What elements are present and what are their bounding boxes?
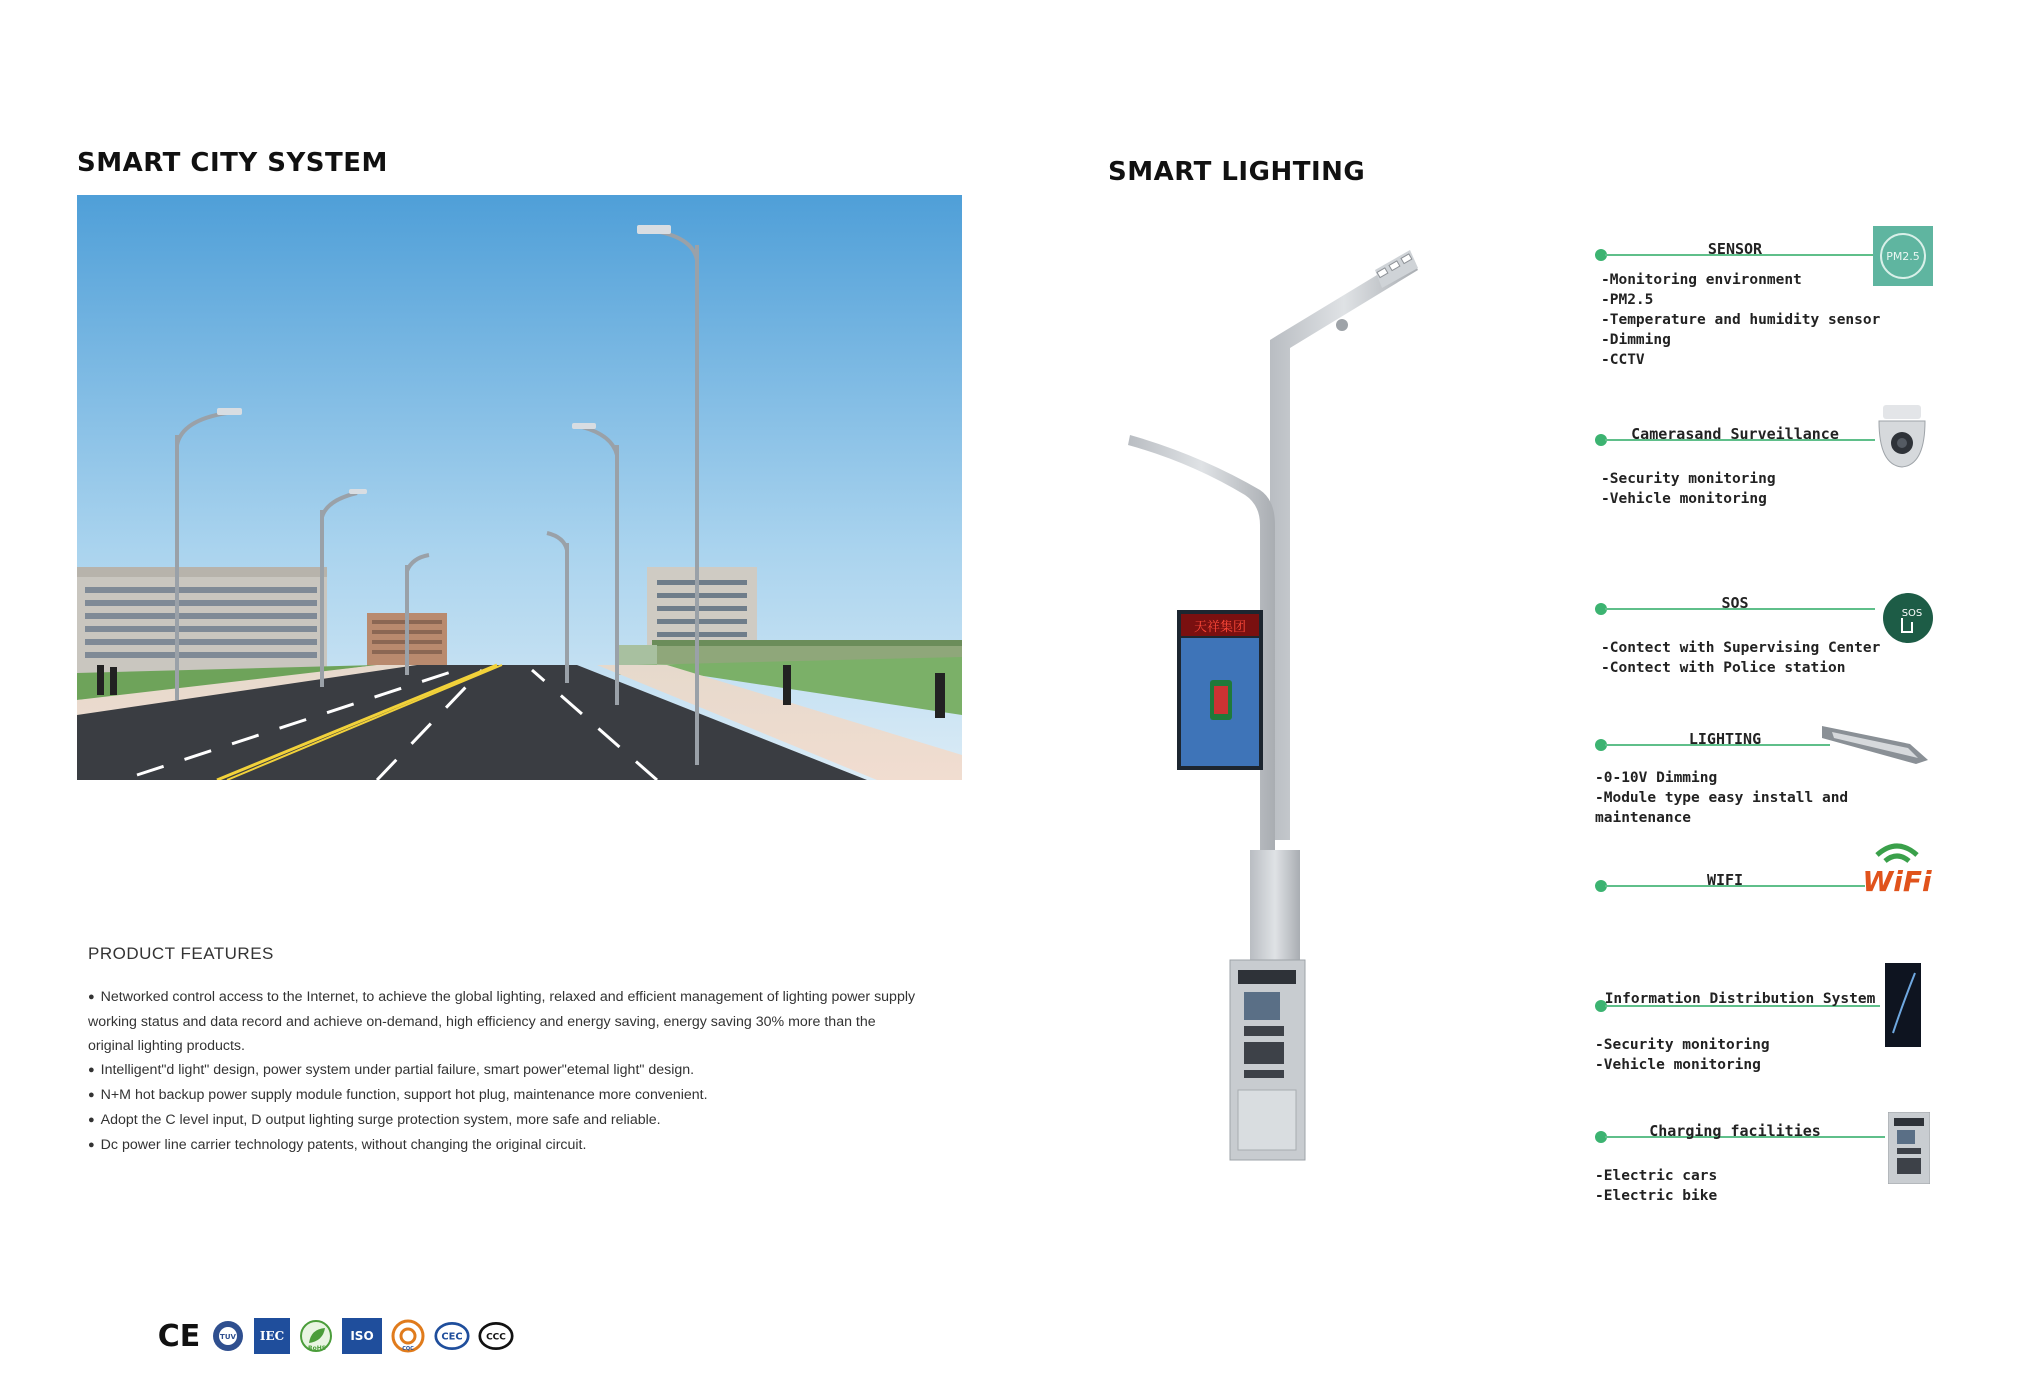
module-title: WIFI (1706, 871, 1744, 889)
page-title-smart-lighting: SMART LIGHTING (1108, 157, 1366, 187)
cec-logo-icon (434, 1318, 470, 1354)
svg-text:SOS: SOS (1901, 608, 1923, 619)
module-sensor (1595, 240, 1935, 370)
module-wifi (1595, 865, 1935, 897)
street-lamp-head-icon (1820, 722, 1930, 766)
svg-text:RoHS: RoHS (307, 1345, 327, 1352)
module-item: -0-10V Dimming (1595, 770, 1718, 786)
wifi-icon (1857, 833, 1937, 897)
feature-item: ● N+M hot backup power supply module function, support hot plug, maintenance more convenient. (88, 1083, 918, 1108)
iso-logo-icon: ISO (342, 1318, 382, 1354)
module-item: -CCTV (1601, 352, 1645, 368)
module-sos (1595, 594, 1935, 678)
module-item: -Security monitoring (1601, 471, 1776, 487)
module-item: -Temperature and humidity sensor (1601, 312, 1881, 328)
module-cameras (1595, 425, 1935, 509)
module-item: -Module type easy install and maintenance (1595, 790, 1849, 826)
module-item: -PM2.5 (1601, 292, 1654, 308)
svg-text:CQC: CQC (402, 1346, 414, 1352)
module-item: -Vehicle monitoring (1595, 1057, 1761, 1073)
feature-item: ● Intelligent"d light" design, power system under partial failure, smart power"etemal light" design. (88, 1058, 918, 1083)
display-screen-icon (1885, 963, 1921, 1047)
iec-logo-icon: IEC (254, 1318, 290, 1354)
pm25-icon (1873, 226, 1933, 286)
tuv-seal-icon (210, 1318, 246, 1354)
module-info-distribution (1595, 991, 1935, 1075)
ccc-logo-icon (478, 1318, 514, 1354)
module-item: -Electric cars (1595, 1168, 1718, 1184)
module-title: SENSOR (1707, 240, 1763, 258)
module-item: -Contect with Supervising Center (1601, 640, 1881, 656)
module-charging (1595, 1122, 1935, 1206)
feature-item: ● Networked control access to the Internet, to achieve the global lighting, relaxed and efficient management of lighting power supply working status and data record and achieve on-demand, high efficiency and energy saving, energy saving 30% more than the original lighting products. (88, 985, 918, 1058)
module-title: Camerasand Surveillance (1631, 425, 1839, 443)
svg-text:CCC: CCC (486, 1332, 506, 1343)
svg-text:PM2.5: PM2.5 (1886, 250, 1920, 263)
module-item: -Monitoring environment (1601, 272, 1802, 288)
module-item: -Contect with Police station (1601, 660, 1846, 676)
svg-text:TUV: TUV (220, 1333, 236, 1341)
features-heading: PRODUCT FEATURES (88, 944, 274, 963)
module-item: -Vehicle monitoring (1601, 491, 1767, 507)
smart-pole-illustration (1120, 240, 1440, 1180)
feature-item: ● Adopt the C level input, D output lighting surge protection system, more safe and reliable. (88, 1108, 918, 1133)
module-title: SOS (1721, 594, 1749, 612)
module-title: LIGHTING (1688, 730, 1762, 748)
city-street-photo (77, 195, 962, 780)
module-title: Information Distribution System (1604, 991, 1876, 1007)
rohs-leaf-icon (298, 1318, 334, 1354)
ce-mark-icon: CE (157, 1318, 201, 1354)
page-title-smart-city: SMART CITY SYSTEM (77, 148, 388, 178)
svg-text:天祥集团: 天祥集团 (1193, 620, 1247, 635)
module-title: Charging facilities (1649, 1122, 1821, 1140)
dome-camera-icon (1875, 405, 1929, 469)
certification-logos (156, 1318, 514, 1354)
svg-text:WiFi: WiFi (1862, 865, 1932, 897)
module-item: -Security monitoring (1595, 1037, 1770, 1053)
features-list (88, 985, 918, 1158)
cqc-logo-icon (390, 1318, 426, 1354)
svg-text:CEC: CEC (441, 1331, 463, 1343)
module-item: -Electric bike (1595, 1188, 1718, 1204)
module-item: -Dimming (1601, 332, 1671, 348)
feature-item: ● Dc power line carrier technology patents, without changing the original circuit. (88, 1133, 918, 1158)
sos-button-icon (1882, 592, 1934, 644)
module-lighting (1595, 730, 1935, 828)
charging-pile-icon (1888, 1112, 1930, 1184)
